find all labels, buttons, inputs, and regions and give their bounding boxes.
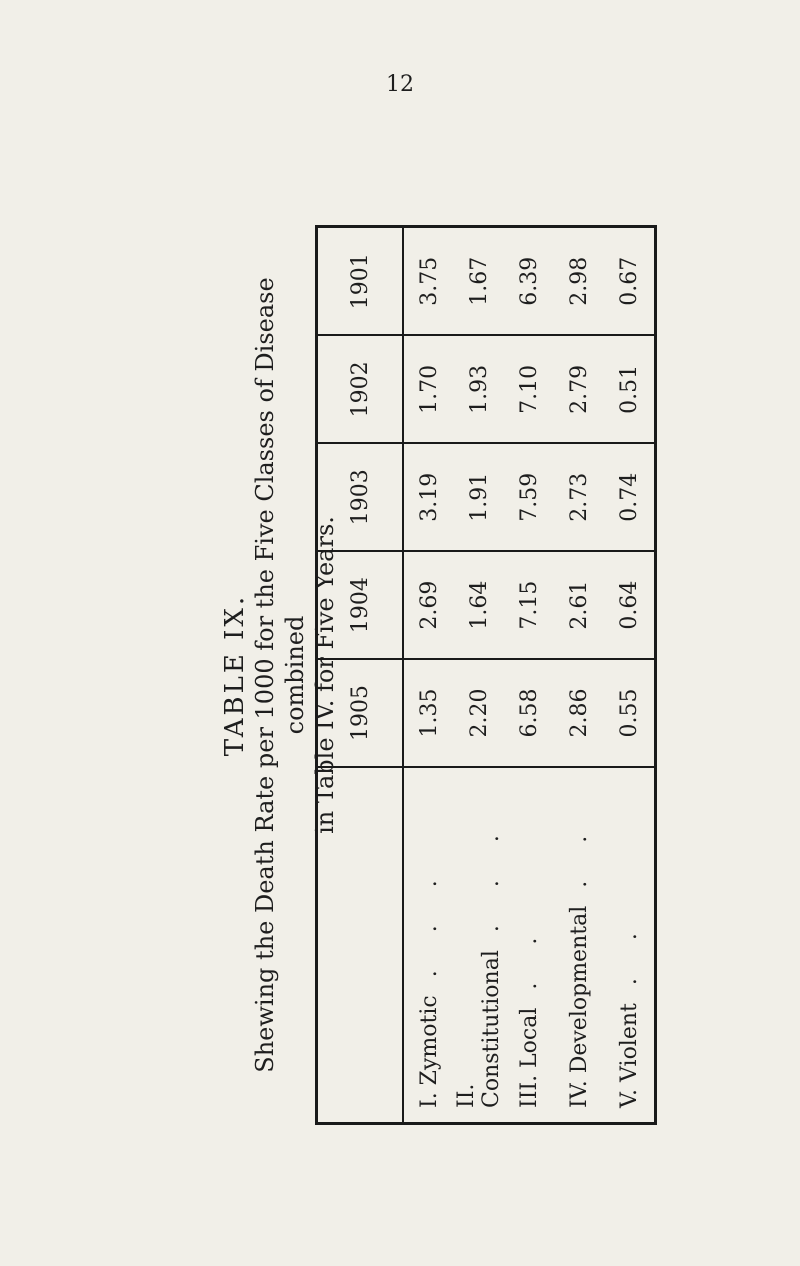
leader-dots: ... — [416, 842, 442, 978]
table-cell: 0.74 — [604, 443, 656, 551]
table-cell: 6.58 — [504, 659, 554, 767]
table-cell: 2.86 — [554, 659, 604, 767]
table-row — [504, 227, 554, 1124]
table-title: TABLE IX. — [220, 593, 250, 757]
header-row — [317, 227, 404, 1124]
page-number: 12 — [386, 72, 414, 97]
table-cell: 7.15 — [504, 551, 554, 659]
table-cell: 2.20 — [454, 659, 504, 767]
row-label — [504, 767, 554, 1124]
table-cell: 0.55 — [604, 659, 656, 767]
row-label-text: V. Violent — [616, 1003, 642, 1108]
header-year-1905: 1905 — [317, 659, 404, 767]
table-row — [554, 227, 604, 1124]
table-cell: 3.19 — [403, 443, 454, 551]
header-year-1902: 1902 — [317, 335, 404, 443]
row-label — [403, 767, 454, 1124]
table-cell: 6.39 — [504, 227, 554, 336]
table-row — [454, 227, 504, 1124]
header-blank — [317, 767, 404, 1124]
table-cell: 2.98 — [554, 227, 604, 336]
row-label-text: II. Constitutional — [454, 950, 504, 1108]
table-subtitle-line2: in Table IV. for Five Years. — [311, 516, 339, 834]
leader-dots: .. — [516, 899, 542, 990]
table-cell: 1.64 — [454, 551, 504, 659]
table-cell: 0.51 — [604, 335, 656, 443]
table-cell: 7.10 — [504, 335, 554, 443]
row-label — [554, 767, 604, 1124]
table-cell: 3.75 — [403, 227, 454, 336]
table-cell: 1.91 — [454, 443, 504, 551]
table-cell: 1.70 — [403, 335, 454, 443]
table-subtitle-line1: Shewing the Death Rate per 1000 for the Five Classes of Disease combined — [251, 277, 309, 1073]
table-cell: 2.73 — [554, 443, 604, 551]
header-year-1901: 1901 — [317, 227, 404, 336]
row-label-text: IV. Developmental — [566, 905, 592, 1108]
row-label-text: III. Local — [516, 1007, 542, 1108]
table-cell: 0.64 — [604, 551, 656, 659]
row-label — [604, 767, 656, 1124]
death-rate-table — [315, 225, 657, 1125]
header-year-1903: 1903 — [317, 443, 404, 551]
rotated-table-section — [220, 225, 680, 1125]
table-row — [604, 227, 656, 1124]
table-cell: 1.35 — [403, 659, 454, 767]
leader-dots: .. — [616, 895, 642, 986]
table-cell: 1.93 — [454, 335, 504, 443]
table-cell: 0.67 — [604, 227, 656, 336]
table-row — [403, 227, 454, 1124]
table-cell: 7.59 — [504, 443, 554, 551]
row-label — [454, 767, 504, 1124]
table-cell: 2.69 — [403, 551, 454, 659]
leader-dots: ... — [479, 797, 504, 933]
table-cell: 2.61 — [554, 551, 604, 659]
table-cell: 1.67 — [454, 227, 504, 336]
leader-dots: .. — [566, 797, 592, 888]
header-year-1904: 1904 — [317, 551, 404, 659]
row-label-text: I. Zymotic — [416, 995, 442, 1108]
table-cell: 2.79 — [554, 335, 604, 443]
